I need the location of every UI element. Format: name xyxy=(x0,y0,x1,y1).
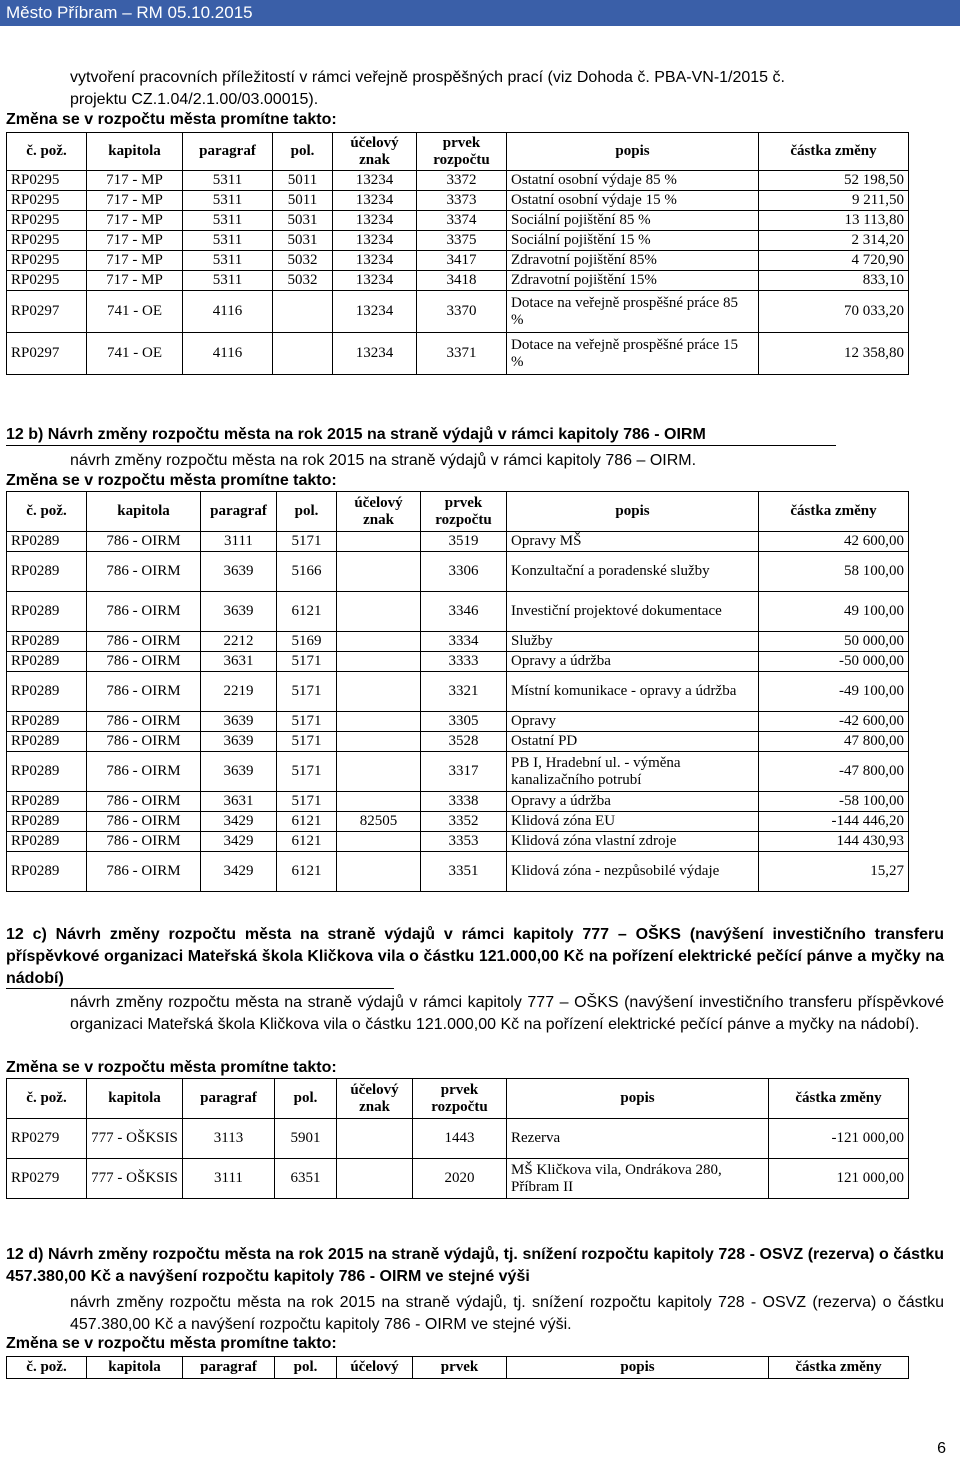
cell-request-id: RP0289 xyxy=(7,532,87,552)
cell-item xyxy=(273,291,333,333)
header-description: popis xyxy=(507,133,759,171)
header-budget-element: prvek rozpočtu xyxy=(421,492,507,532)
table-row xyxy=(7,712,909,732)
cell-item: 5031 xyxy=(273,211,333,231)
cell-amount: 9 211,50 xyxy=(759,191,909,211)
header-description: popis xyxy=(507,1079,769,1119)
cell-item: 5171 xyxy=(277,792,337,812)
cell-request-id: RP0295 xyxy=(7,231,87,251)
header-purpose-code: účelový xyxy=(337,1357,413,1379)
table-row xyxy=(7,632,909,652)
header-purpose-code: účelový znak xyxy=(337,492,421,532)
cell-request-id: RP0289 xyxy=(7,752,87,792)
cell-amount: 144 430,93 xyxy=(759,832,909,852)
table-row xyxy=(7,792,909,812)
cell-budget-element: 3317 xyxy=(421,752,507,792)
cell-item: 5171 xyxy=(277,672,337,712)
cell-request-id: RP0289 xyxy=(7,732,87,752)
cell-chapter: 717 - MP xyxy=(87,271,183,291)
cell-paragraph: 5311 xyxy=(183,191,273,211)
cell-description: Ostatní PD xyxy=(507,732,759,752)
cell-description: Klidová zóna vlastní zdroje xyxy=(507,832,759,852)
cell-item: 5032 xyxy=(273,251,333,271)
cell-amount: 70 033,20 xyxy=(759,291,909,333)
cell-purpose-code: 13234 xyxy=(333,231,417,251)
table-row xyxy=(7,291,909,333)
cell-chapter: 786 - OIRM xyxy=(87,652,201,672)
table-row xyxy=(7,333,909,375)
table-row xyxy=(7,672,909,712)
cell-chapter: 741 - OE xyxy=(87,333,183,375)
cell-purpose-code xyxy=(337,732,421,752)
section-c-underline xyxy=(6,988,394,989)
cell-item: 6121 xyxy=(277,852,337,892)
header-amount: částka změny xyxy=(769,1079,909,1119)
cell-chapter: 717 - MP xyxy=(87,231,183,251)
cell-item: 6121 xyxy=(277,812,337,832)
cell-chapter: 786 - OIRM xyxy=(87,732,201,752)
change-label-d: Změna se v rozpočtu města promítne takto: xyxy=(6,1335,337,1352)
cell-paragraph: 3639 xyxy=(201,752,277,792)
cell-paragraph: 3429 xyxy=(201,812,277,832)
cell-description: Dotace na veřejně prospěšné práce 85 % xyxy=(507,291,759,333)
cell-budget-element: 3352 xyxy=(421,812,507,832)
table-body xyxy=(7,1119,909,1199)
cell-request-id: RP0289 xyxy=(7,672,87,712)
cell-paragraph: 5311 xyxy=(183,211,273,231)
cell-request-id: RP0295 xyxy=(7,211,87,231)
cell-item: 5901 xyxy=(275,1119,337,1159)
table-row xyxy=(7,592,909,632)
header-chapter: kapitola xyxy=(87,492,201,532)
section-b-body: návrh změny rozpočtu města na rok 2015 na straně výdajů v rámci kapitoly 786 – OIRM. xyxy=(70,452,697,469)
table-row xyxy=(7,1159,909,1199)
table-row xyxy=(7,552,909,592)
cell-purpose-code: 13234 xyxy=(333,191,417,211)
cell-request-id: RP0279 xyxy=(7,1119,87,1159)
budget-table-d xyxy=(6,1356,909,1379)
cell-amount: -49 100,00 xyxy=(759,672,909,712)
header-description: popis xyxy=(507,492,759,532)
cell-amount: 15,27 xyxy=(759,852,909,892)
page-number: 6 xyxy=(937,1440,946,1457)
cell-request-id: RP0295 xyxy=(7,171,87,191)
cell-purpose-code xyxy=(337,672,421,712)
cell-budget-element: 3372 xyxy=(417,171,507,191)
cell-amount: 4 720,90 xyxy=(759,251,909,271)
cell-chapter: 786 - OIRM xyxy=(87,832,201,852)
header-request-id: č. pož. xyxy=(7,1079,87,1119)
cell-chapter: 786 - OIRM xyxy=(87,792,201,812)
section-d-body: návrh změny rozpočtu města na rok 2015 na straně výdajů, tj. snížení rozpočtu kapitoly 728 - OSVZ (rezerva) o částku 457.380,00 Kč a navýšení rozpočtu kapitoly 786 - OIRM ve stejné výši. xyxy=(70,1294,944,1333)
table-row xyxy=(7,852,909,892)
cell-paragraph: 3111 xyxy=(183,1159,275,1199)
cell-paragraph: 3429 xyxy=(201,852,277,892)
cell-paragraph: 3639 xyxy=(201,592,277,632)
cell-amount: -58 100,00 xyxy=(759,792,909,812)
cell-item: 5031 xyxy=(273,231,333,251)
cell-amount: 833,10 xyxy=(759,271,909,291)
cell-paragraph: 3639 xyxy=(201,552,277,592)
cell-purpose-code: 13234 xyxy=(333,271,417,291)
section-b-heading: 12 b) Návrh změny rozpočtu města na rok 2015 na straně výdajů v rámci kapitoly 786 - OIRM xyxy=(6,425,836,446)
table-row xyxy=(7,171,909,191)
cell-budget-element: 3370 xyxy=(417,291,507,333)
cell-amount: -121 000,00 xyxy=(769,1119,909,1159)
cell-description: Sociální pojištění 85 % xyxy=(507,211,759,231)
header-budget-element: prvek xyxy=(413,1357,507,1379)
cell-purpose-code xyxy=(337,552,421,592)
cell-amount: 13 113,80 xyxy=(759,211,909,231)
cell-budget-element: 1443 xyxy=(413,1119,507,1159)
table-row xyxy=(7,271,909,291)
cell-purpose-code xyxy=(337,532,421,552)
cell-description: PB I, Hradební ul. - výměna kanalizačního potrubí xyxy=(507,752,759,792)
intro-line-1: vytvoření pracovních příležitostí v rámci veřejně prospěšných prací (viz Dohoda č. PBA-VN-1/2015 č. xyxy=(70,69,785,86)
cell-description: Sociální pojištění 15 % xyxy=(507,231,759,251)
cell-amount: -42 600,00 xyxy=(759,712,909,732)
cell-request-id: RP0289 xyxy=(7,712,87,732)
cell-purpose-code: 13234 xyxy=(333,291,417,333)
change-label-c: Změna se v rozpočtu města promítne takto: xyxy=(6,1059,337,1076)
section-c-heading: 12 c) Návrh změny rozpočtu města na straně výdajů v rámci kapitoly 777 – OŠKS (navýšení investičního transferu příspěvkové organizaci Mateřská škola Kličkova vila o částku 121.000,00 Kč na pořízení elektrické pečící pánve a myčky na nádobí) xyxy=(6,926,944,987)
header-budget-element: prvek rozpočtu xyxy=(417,133,507,171)
table-row xyxy=(7,532,909,552)
cell-paragraph: 5311 xyxy=(183,251,273,271)
header-chapter: kapitola xyxy=(87,1357,183,1379)
cell-description: Zdravotní pojištění 15% xyxy=(507,271,759,291)
cell-item: 5032 xyxy=(273,271,333,291)
header-paragraph: paragraf xyxy=(201,492,277,532)
cell-description: MŠ Kličkova vila, Ondrákova 280, Příbram II xyxy=(507,1159,769,1199)
cell-description: Opravy xyxy=(507,712,759,732)
header-paragraph: paragraf xyxy=(183,1357,275,1379)
cell-amount: 58 100,00 xyxy=(759,552,909,592)
cell-amount: -50 000,00 xyxy=(759,652,909,672)
cell-chapter: 786 - OIRM xyxy=(87,632,201,652)
cell-purpose-code xyxy=(337,1159,413,1199)
section-d-heading: 12 d) Návrh změny rozpočtu města na rok 2015 na straně výdajů, tj. snížení rozpočtu kapitoly 728 - OSVZ (rezerva) o částku 457.380,00 Kč a navýšení rozpočtu kapitoly 786 - OIRM ve stejné výši xyxy=(6,1246,944,1285)
cell-amount: -47 800,00 xyxy=(759,752,909,792)
cell-description: Rezerva xyxy=(507,1119,769,1159)
cell-description: Opravy a údržba xyxy=(507,792,759,812)
table-header-row xyxy=(7,492,909,532)
table-header-row xyxy=(7,133,909,171)
table-body xyxy=(7,171,909,375)
header-request-id: č. pož. xyxy=(7,133,87,171)
header-amount: částka změny xyxy=(759,492,909,532)
intro-line-2: projektu CZ.1.04/2.1.00/03.00015). xyxy=(70,91,319,108)
cell-item: 6121 xyxy=(277,832,337,852)
header-request-id: č. pož. xyxy=(7,492,87,532)
cell-purpose-code xyxy=(337,712,421,732)
cell-purpose-code xyxy=(337,852,421,892)
cell-chapter: 777 - OŠKSIS xyxy=(87,1119,183,1159)
cell-description: Opravy a údržba xyxy=(507,652,759,672)
cell-paragraph: 5311 xyxy=(183,271,273,291)
cell-budget-element: 3305 xyxy=(421,712,507,732)
cell-purpose-code xyxy=(337,652,421,672)
cell-chapter: 786 - OIRM xyxy=(87,812,201,832)
cell-budget-element: 3338 xyxy=(421,792,507,812)
cell-chapter: 786 - OIRM xyxy=(87,532,201,552)
cell-paragraph: 2219 xyxy=(201,672,277,712)
cell-description: Klidová zóna - nezpůsobilé výdaje xyxy=(507,852,759,892)
header-amount: částka změny xyxy=(759,133,909,171)
cell-request-id: RP0297 xyxy=(7,291,87,333)
cell-paragraph: 3639 xyxy=(201,732,277,752)
cell-purpose-code xyxy=(337,792,421,812)
header-amount: částka změny xyxy=(769,1357,909,1379)
cell-budget-element: 3375 xyxy=(417,231,507,251)
cell-request-id: RP0289 xyxy=(7,792,87,812)
cell-budget-element: 3334 xyxy=(421,632,507,652)
document-header: Město Příbram – RM 05.10.2015 xyxy=(0,0,960,26)
cell-description: Opravy MŠ xyxy=(507,532,759,552)
cell-paragraph: 4116 xyxy=(183,291,273,333)
cell-paragraph: 3111 xyxy=(201,532,277,552)
header-purpose-code: účelový znak xyxy=(337,1079,413,1119)
cell-purpose-code xyxy=(337,832,421,852)
cell-item: 5171 xyxy=(277,532,337,552)
cell-request-id: RP0295 xyxy=(7,191,87,211)
cell-budget-element: 2020 xyxy=(413,1159,507,1199)
cell-chapter: 717 - MP xyxy=(87,251,183,271)
cell-budget-element: 3417 xyxy=(417,251,507,271)
cell-amount: 121 000,00 xyxy=(769,1159,909,1199)
cell-amount: 47 800,00 xyxy=(759,732,909,752)
cell-item: 6351 xyxy=(275,1159,337,1199)
cell-budget-element: 3373 xyxy=(417,191,507,211)
table-body xyxy=(7,532,909,892)
table-row xyxy=(7,732,909,752)
cell-item: 5166 xyxy=(277,552,337,592)
cell-request-id: RP0289 xyxy=(7,852,87,892)
cell-description: Ostatní osobní výdaje 85 % xyxy=(507,171,759,191)
cell-budget-element: 3321 xyxy=(421,672,507,712)
cell-request-id: RP0289 xyxy=(7,652,87,672)
cell-chapter: 717 - MP xyxy=(87,191,183,211)
cell-chapter: 786 - OIRM xyxy=(87,752,201,792)
cell-budget-element: 3528 xyxy=(421,732,507,752)
cell-chapter: 786 - OIRM xyxy=(87,852,201,892)
table-row xyxy=(7,231,909,251)
cell-budget-element: 3346 xyxy=(421,592,507,632)
cell-item: 5169 xyxy=(277,632,337,652)
cell-paragraph: 5311 xyxy=(183,231,273,251)
cell-amount: 50 000,00 xyxy=(759,632,909,652)
cell-purpose-code: 13234 xyxy=(333,211,417,231)
cell-paragraph: 3631 xyxy=(201,652,277,672)
cell-budget-element: 3371 xyxy=(417,333,507,375)
header-purpose-code: účelový znak xyxy=(333,133,417,171)
cell-budget-element: 3306 xyxy=(421,552,507,592)
budget-table-b xyxy=(6,491,909,892)
cell-paragraph: 5311 xyxy=(183,171,273,191)
cell-request-id: RP0289 xyxy=(7,552,87,592)
cell-item: 5171 xyxy=(277,732,337,752)
cell-item xyxy=(273,333,333,375)
cell-amount: 2 314,20 xyxy=(759,231,909,251)
table-row xyxy=(7,752,909,792)
cell-request-id: RP0295 xyxy=(7,271,87,291)
header-budget-element: prvek rozpočtu xyxy=(413,1079,507,1119)
cell-budget-element: 3333 xyxy=(421,652,507,672)
cell-purpose-code xyxy=(337,632,421,652)
table-row xyxy=(7,251,909,271)
cell-request-id: RP0295 xyxy=(7,251,87,271)
cell-description: Ostatní osobní výdaje 15 % xyxy=(507,191,759,211)
cell-amount: 49 100,00 xyxy=(759,592,909,632)
cell-chapter: 786 - OIRM xyxy=(87,552,201,592)
cell-description: Klidová zóna EU xyxy=(507,812,759,832)
budget-table-a xyxy=(6,132,909,375)
table-row xyxy=(7,812,909,832)
cell-purpose-code: 13234 xyxy=(333,171,417,191)
cell-description: Místní komunikace - opravy a údržba xyxy=(507,672,759,712)
header-chapter: kapitola xyxy=(87,133,183,171)
cell-purpose-code xyxy=(337,592,421,632)
cell-description: Zdravotní pojištění 85% xyxy=(507,251,759,271)
cell-paragraph: 3113 xyxy=(183,1119,275,1159)
header-request-id: č. pož. xyxy=(7,1357,87,1379)
cell-purpose-code xyxy=(337,1119,413,1159)
cell-chapter: 717 - MP xyxy=(87,171,183,191)
cell-paragraph: 2212 xyxy=(201,632,277,652)
cell-amount: -144 446,20 xyxy=(759,812,909,832)
cell-paragraph: 3639 xyxy=(201,712,277,732)
budget-table-c xyxy=(6,1078,909,1199)
cell-item: 5171 xyxy=(277,652,337,672)
table-row xyxy=(7,652,909,672)
cell-budget-element: 3351 xyxy=(421,852,507,892)
cell-budget-element: 3353 xyxy=(421,832,507,852)
cell-description: Dotace na veřejně prospěšné práce 15 % xyxy=(507,333,759,375)
cell-chapter: 777 - OŠKSIS xyxy=(87,1159,183,1199)
table-row xyxy=(7,191,909,211)
cell-budget-element: 3418 xyxy=(417,271,507,291)
header-item: pol. xyxy=(275,1079,337,1119)
cell-chapter: 741 - OE xyxy=(87,291,183,333)
cell-purpose-code: 82505 xyxy=(337,812,421,832)
table-row xyxy=(7,1119,909,1159)
header-paragraph: paragraf xyxy=(183,1079,275,1119)
cell-request-id: RP0297 xyxy=(7,333,87,375)
cell-request-id: RP0279 xyxy=(7,1159,87,1199)
table-header-row xyxy=(7,1079,909,1119)
cell-request-id: RP0289 xyxy=(7,832,87,852)
cell-description: Služby xyxy=(507,632,759,652)
header-item: pol. xyxy=(273,133,333,171)
header-chapter: kapitola xyxy=(87,1079,183,1119)
cell-budget-element: 3519 xyxy=(421,532,507,552)
cell-request-id: RP0289 xyxy=(7,592,87,632)
cell-item: 5171 xyxy=(277,712,337,732)
cell-chapter: 786 - OIRM xyxy=(87,592,201,632)
cell-amount: 52 198,50 xyxy=(759,171,909,191)
cell-chapter: 786 - OIRM xyxy=(87,672,201,712)
cell-request-id: RP0289 xyxy=(7,812,87,832)
cell-item: 5171 xyxy=(277,752,337,792)
cell-chapter: 786 - OIRM xyxy=(87,712,201,732)
table-row xyxy=(7,832,909,852)
cell-purpose-code xyxy=(337,752,421,792)
cell-amount: 12 358,80 xyxy=(759,333,909,375)
cell-paragraph: 3429 xyxy=(201,832,277,852)
cell-item: 5011 xyxy=(273,191,333,211)
table-header-row xyxy=(7,1357,909,1379)
header-paragraph: paragraf xyxy=(183,133,273,171)
header-description: popis xyxy=(507,1357,769,1379)
cell-chapter: 717 - MP xyxy=(87,211,183,231)
header-item: pol. xyxy=(275,1357,337,1379)
cell-description: Investiční projektové dokumentace xyxy=(507,592,759,632)
section-c-body: návrh změny rozpočtu města na straně výdajů v rámci kapitoly 777 – OŠKS (navýšení investičního transferu příspěvkové organizaci Mateřská škola Kličkova vila o částku 121.000,00 Kč na pořízení elektrické pečící pánve a myčky na nádobí). xyxy=(70,994,944,1033)
cell-amount: 42 600,00 xyxy=(759,532,909,552)
cell-description: Konzultační a poradenské služby xyxy=(507,552,759,592)
cell-purpose-code: 13234 xyxy=(333,333,417,375)
table-row xyxy=(7,211,909,231)
cell-request-id: RP0289 xyxy=(7,632,87,652)
cell-item: 5011 xyxy=(273,171,333,191)
change-label-a: Změna se v rozpočtu města promítne takto: xyxy=(6,111,337,128)
change-label-b: Změna se v rozpočtu města promítne takto: xyxy=(6,472,337,489)
cell-paragraph: 4116 xyxy=(183,333,273,375)
cell-paragraph: 3631 xyxy=(201,792,277,812)
cell-budget-element: 3374 xyxy=(417,211,507,231)
header-item: pol. xyxy=(277,492,337,532)
cell-purpose-code: 13234 xyxy=(333,251,417,271)
cell-item: 6121 xyxy=(277,592,337,632)
